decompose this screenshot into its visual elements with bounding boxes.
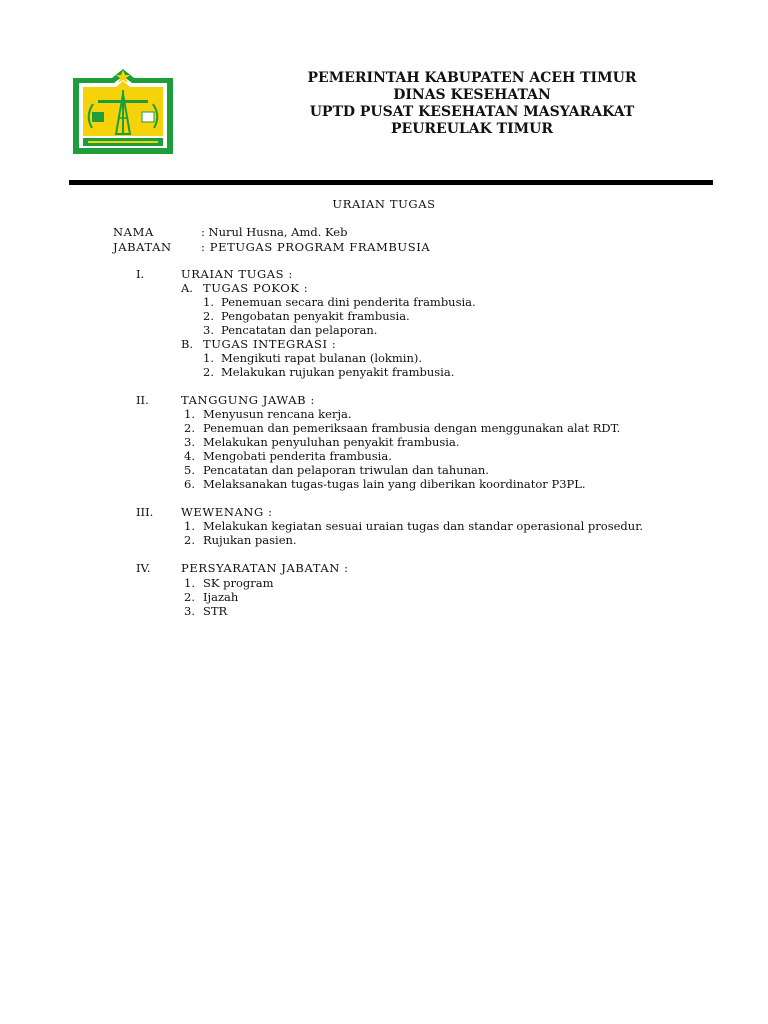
section-numeral: III. bbox=[136, 505, 154, 519]
section-heading: URAIAN TUGAS : bbox=[181, 267, 293, 281]
list-item: Pencatatan dan pelaporan. bbox=[221, 323, 378, 337]
regency-emblem-logo bbox=[70, 66, 176, 156]
field-value-nama: : Nurul Husna, Amd. Keb bbox=[201, 225, 348, 239]
section-numeral: IV. bbox=[136, 561, 151, 575]
subsection-heading: TUGAS INTEGRASI : bbox=[203, 337, 337, 351]
letterhead-line-4: PEUREULAK TIMUR bbox=[391, 121, 553, 137]
list-item-number: 3. bbox=[203, 323, 214, 337]
list-item-number: 1. bbox=[203, 295, 214, 309]
emblem-shape bbox=[73, 69, 173, 154]
letterhead-line-1: PEMERINTAH KABUPATEN ACEH TIMUR bbox=[307, 70, 637, 86]
field-label-jabatan: JABATAN bbox=[113, 240, 172, 254]
subsection-letter: A. bbox=[181, 281, 193, 295]
section-numeral: II. bbox=[136, 393, 149, 407]
list-item: STR bbox=[203, 604, 228, 618]
list-item-number: 1. bbox=[203, 351, 214, 365]
list-item: Mengobati penderita frambusia. bbox=[203, 449, 392, 463]
list-item: Pencatatan dan pelaporan triwulan dan tahunan. bbox=[203, 463, 489, 477]
list-item-number: 2. bbox=[184, 590, 195, 604]
list-item: Menyusun rencana kerja. bbox=[203, 407, 352, 421]
list-item-number: 2. bbox=[184, 533, 195, 547]
list-item-number: 2. bbox=[203, 365, 214, 379]
letterhead-line-3: UPTD PUSAT KESEHATAN MASYARAKAT bbox=[309, 104, 635, 120]
section-heading: WEWENANG : bbox=[181, 505, 273, 519]
document-title: URAIAN TUGAS bbox=[332, 197, 436, 211]
list-item-number: 4. bbox=[184, 449, 195, 463]
list-item-number: 2. bbox=[184, 421, 195, 435]
list-item-number: 3. bbox=[184, 604, 195, 618]
section-heading: TANGGUNG JAWAB : bbox=[181, 393, 315, 407]
list-item: Mengikuti rapat bulanan (lokmin). bbox=[221, 351, 423, 365]
subsection-heading: TUGAS POKOK : bbox=[203, 281, 309, 295]
list-item: Melakukan kegiatan sesuai uraian tugas dan standar operasional prosedur. bbox=[203, 519, 644, 533]
letterhead bbox=[250, 70, 694, 138]
section-numeral: I. bbox=[136, 267, 145, 281]
letterhead-line-2: DINAS KESEHATAN bbox=[393, 87, 551, 103]
list-item-number: 2. bbox=[203, 309, 214, 323]
list-item: Melakukan rujukan penyakit frambusia. bbox=[221, 365, 455, 379]
list-item-number: 3. bbox=[184, 435, 195, 449]
list-item-number: 5. bbox=[184, 463, 195, 477]
list-item-number: 1. bbox=[184, 576, 195, 590]
header-divider bbox=[69, 180, 713, 185]
subsection-letter: B. bbox=[181, 337, 194, 351]
list-item: Ijazah bbox=[203, 590, 239, 604]
field-label-nama: NAMA bbox=[113, 225, 154, 239]
list-item-number: 1. bbox=[184, 519, 195, 533]
list-item-number: 6. bbox=[184, 477, 195, 491]
list-item: Rujukan pasien. bbox=[203, 533, 297, 547]
list-item: Penemuan secara dini penderita frambusia. bbox=[221, 295, 476, 309]
field-value-jabatan: : PETUGAS PROGRAM FRAMBUSIA bbox=[201, 240, 431, 254]
list-item-number: 1. bbox=[184, 407, 195, 421]
list-item: SK program bbox=[203, 576, 274, 590]
list-item: Melaksanakan tugas-tugas lain yang diberikan koordinator P3PL. bbox=[203, 477, 586, 491]
list-item: Melakukan penyuluhan penyakit frambusia. bbox=[203, 435, 460, 449]
list-item: Pengobatan penyakit frambusia. bbox=[221, 309, 410, 323]
section-heading: PERSYARATAN JABATAN : bbox=[181, 561, 349, 575]
list-item: Penemuan dan pemeriksaan frambusia dengan menggunakan alat RDT. bbox=[203, 421, 621, 435]
